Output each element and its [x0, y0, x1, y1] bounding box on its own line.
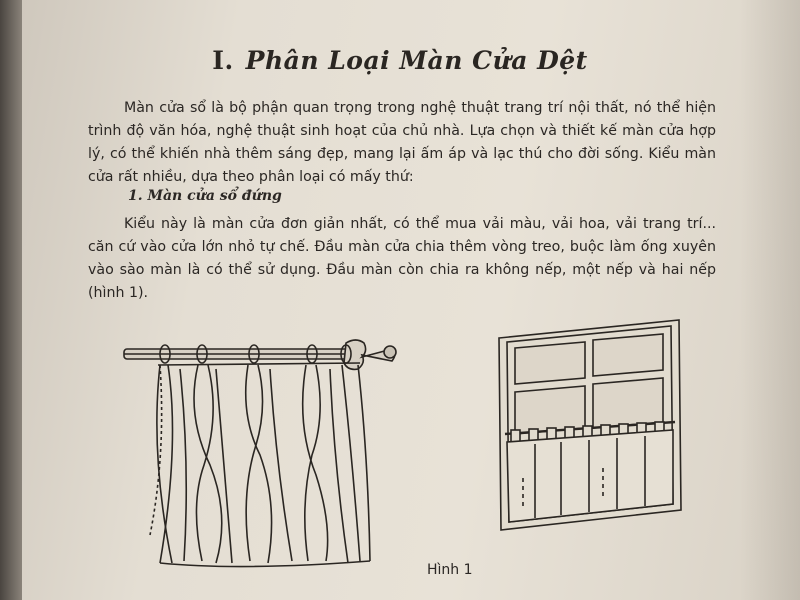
chapter-title	[0, 46, 800, 75]
window-curtain-illustration	[495, 318, 685, 533]
intro-paragraph	[88, 97, 716, 189]
section-text: Kiểu này là màn cửa đơn giản nhất, có thể mua vải màu, vải hoa, vải trang trí... căn cứ vào cửa lớn nhỏ tự chế. Đầu màn cửa chia thêm vòng treo, buộc làm ống xuyên vào sào màn là có thể sử dụng. Đầu màn còn chia ra không nếp, một nếp và hai nếp (hình 1).	[88, 216, 716, 301]
section-paragraph	[88, 213, 716, 305]
chapter-title-text: Phân Loại Màn Cửa Dệt	[245, 46, 588, 75]
pleated-curtain-illustration	[120, 335, 410, 575]
chapter-number: I.	[212, 46, 234, 75]
section-heading: 1. Màn cửa sổ đứng	[128, 188, 282, 204]
figure-caption: Hình 1	[427, 562, 473, 578]
book-spine-edge	[0, 0, 22, 600]
intro-text: Màn cửa sổ là bộ phận quan trọng trong nghệ thuật trang trí nội thất, nó thể hiện trình độ văn hóa, nghệ thuật sinh hoạt của chủ nhà. Lựa chọn và thiết kế màn cửa hợp lý, có thể khiến nhà thêm sáng đẹp, mang lại ấm áp và lạc thú cho đời sống. Kiểu màn cửa rất nhiều, dựa theo phân loại có mấy thứ:	[88, 100, 716, 185]
